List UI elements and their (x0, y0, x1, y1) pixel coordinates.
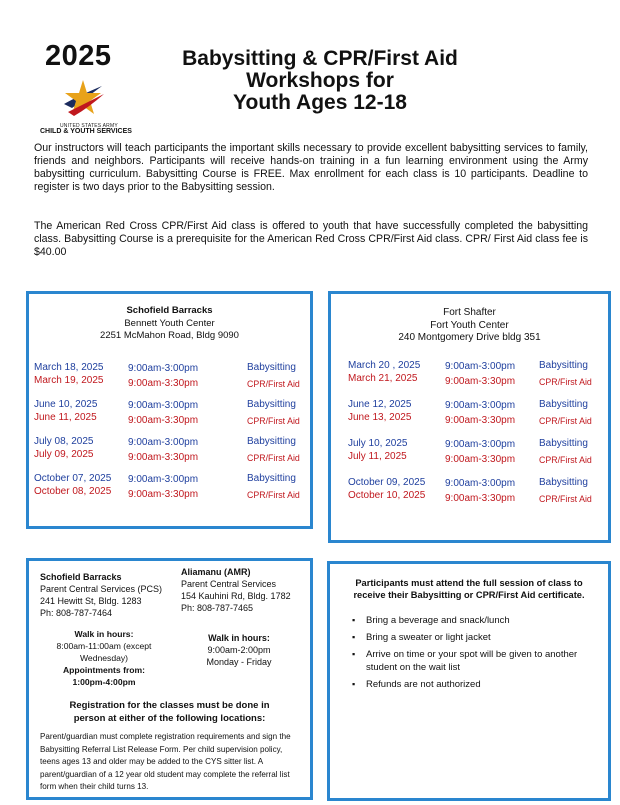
registration-line-2: person at either of the following locations: (73, 712, 266, 724)
amr-name: Aliamanu (AMR) (181, 567, 251, 577)
session-date-1: March 18, 2025 (34, 362, 104, 373)
pcs-appt-label: Appointments from: (62, 665, 146, 675)
session-date-1: July 08, 2025 (34, 436, 94, 447)
location-address: 240 Montgomery Drive bldg 351 (398, 332, 541, 343)
session-class-1: Babysitting (247, 399, 296, 410)
session-time-2: 9:00am-3:30pm (128, 452, 199, 463)
session-date-2: July 11, 2025 (348, 451, 407, 462)
title-line-3: Youth Ages 12-18 (233, 91, 407, 114)
amr-office: Parent Central Services (181, 579, 277, 589)
session-time-2: 9:00am-3:30pm (128, 415, 199, 426)
registration-box (26, 558, 313, 800)
session-time-2: 9:00am-3:30pm (445, 454, 516, 465)
amr-hours (184, 632, 294, 668)
session-time-1: 9:00am-3:00pm (445, 439, 516, 450)
session-date-2: March 19, 2025 (34, 375, 104, 386)
pcs-office: Parent Central Services (PCS) (40, 584, 163, 594)
session-class-1: Babysitting (539, 399, 588, 410)
session-date-1: March 20 , 2025 (348, 360, 421, 371)
session-time-1: 9:00am-3:00pm (445, 400, 516, 411)
amr-walkin-days: Monday - Friday (206, 657, 272, 667)
session-time-2: 9:00am-3:30pm (128, 378, 199, 389)
pcs-appt-hours: 1:00pm-4:00pm (72, 677, 136, 687)
session-time-2: 9:00am-3:30pm (445, 415, 516, 426)
location-address: 2251 McMahon Road, Bldg 9090 (100, 330, 239, 341)
session-date-2: June 11, 2025 (34, 412, 97, 423)
session-class-1: Babysitting (539, 438, 588, 449)
session-class-2: CPR/First Aid (539, 416, 592, 426)
session-time-2: 9:00am-3:30pm (128, 489, 199, 500)
registration-policy: Parent/guardian must complete registration requirements and sign the Babysitting Referral List Release Form. Per child supervision policy, teens ages 13 and older may be added to the CYS sitter list. A parent/guardian of a 12 year old student may complete the referral list form when their child turns 13. (40, 732, 291, 791)
session-time-1: 9:00am-3:00pm (445, 478, 516, 489)
list-item: ▪ Refunds are not authorized (352, 678, 592, 691)
shafter-schedule-box (328, 291, 611, 543)
amr-phone: Ph: 808-787-7465 (181, 603, 254, 613)
amr-walkin-hours: 9:00am-2:00pm (207, 645, 271, 655)
session-class-2: CPR/First Aid (539, 455, 592, 465)
session-date-1: October 07, 2025 (34, 473, 112, 484)
session-date-1: June 12, 2025 (348, 399, 412, 410)
year-heading: 2025 (45, 40, 112, 72)
pcs-hours (39, 628, 169, 688)
amr-walkin-label: Walk in hours: (208, 633, 270, 643)
location-center: Fort Youth Center (430, 319, 509, 331)
session-time-2: 9:00am-3:30pm (445, 376, 516, 387)
session-date-2: October 10, 2025 (348, 490, 426, 501)
session-time-1: 9:00am-3:00pm (128, 400, 199, 411)
requirements-heading-line-2: receive their Babysitting or CPR/First Aid certificate. (353, 589, 585, 600)
location-name: Schofield Barracks (126, 305, 213, 316)
session-date-2: March 21, 2025 (348, 373, 418, 384)
session-time-1: 9:00am-3:00pm (128, 363, 199, 374)
session-class-1: Babysitting (247, 362, 296, 373)
session-class-2: CPR/First Aid (247, 490, 300, 500)
list-item: ▪ Bring a sweater or light jacket (352, 631, 592, 644)
pcs-address: 241 Hewitt St, Bldg. 1283 (40, 596, 142, 606)
registration-line-1: Registration for the classes must be done in (69, 700, 270, 711)
intro-paragraph-2: The American Red Cross CPR/First Aid class is offered to youth that have successfully completed the babysitting class. Babysitting Course is a prerequisite for the American Red Cross CPR/First Aid class. CPR/ First Aid class fee is $40.00 (34, 220, 588, 258)
session-time-1: 9:00am-3:00pm (128, 437, 199, 448)
title-line-1: Babysitting & CPR/First Aid (182, 47, 458, 70)
location-center: Bennett Youth Center (124, 317, 215, 329)
title-line-2: Workshops for (246, 69, 394, 92)
star-swoosh-icon (58, 74, 108, 124)
pcs-walkin-label: Walk in hours: (74, 629, 134, 639)
requirements-heading-line-1: Participants must attend the full session of class to (355, 578, 583, 588)
requirements-list (352, 614, 592, 695)
logo-line-2: CHILD & YOUTH SERVICES (40, 128, 132, 135)
registration-note (29, 700, 310, 725)
session-time-1: 9:00am-3:00pm (445, 361, 516, 372)
amr-contact (181, 566, 316, 614)
session-date-2: June 13, 2025 (348, 412, 412, 423)
session-class-1: Babysitting (247, 436, 296, 447)
schofield-header (29, 305, 310, 343)
session-date-1: October 09, 2025 (348, 477, 426, 488)
amr-address: 154 Kauhini Rd, Bldg. 1782 (181, 591, 291, 601)
requirements-box (327, 561, 611, 801)
intro-paragraph-1: Our instructors will teach participants the important skills necessary to provide excellent babysitting services to family, friends and neighbors. Participants will receive hands-on training in a fun learning environment using the Army babysitting curriculum. Babysitting Course is FREE. Max enrollment for each class is 10 participants. Deadline to register is two days prior to the Babysitting session. (34, 142, 588, 193)
session-date-2: October 08, 2025 (34, 486, 112, 497)
list-item: ▪ Bring a beverage and snack/lunch (352, 614, 592, 627)
pcs-walkin-1: 8:00am-11:00am (except (56, 641, 152, 651)
shafter-header (331, 307, 608, 345)
session-class-2: CPR/First Aid (247, 379, 300, 389)
schofield-schedule-box (26, 291, 313, 529)
session-class-1: Babysitting (539, 360, 588, 371)
session-time-1: 9:00am-3:00pm (128, 474, 199, 485)
session-time-2: 9:00am-3:30pm (445, 493, 516, 504)
session-class-2: CPR/First Aid (539, 494, 592, 504)
logo-line-1: UNITED STATES ARMY (60, 123, 118, 129)
location-name: Fort Shafter (443, 307, 496, 318)
session-class-2: CPR/First Aid (247, 453, 300, 463)
session-date-1: June 10, 2025 (34, 399, 98, 410)
session-date-2: July 09, 2025 (34, 449, 94, 460)
session-class-1: Babysitting (247, 473, 296, 484)
pcs-name: Schofield Barracks (40, 572, 122, 582)
session-class-2: CPR/First Aid (247, 416, 300, 426)
list-item: ▪ Arrive on time or your spot will be given to another student on the wait list (352, 648, 592, 674)
session-class-2: CPR/First Aid (539, 377, 592, 387)
page-title (140, 48, 500, 114)
session-class-1: Babysitting (539, 477, 588, 488)
pcs-contact (40, 571, 180, 619)
session-date-1: July 10, 2025 (348, 438, 408, 449)
pcs-walkin-2: Wednesday) (79, 653, 129, 663)
requirements-heading (330, 578, 608, 601)
pcs-phone: Ph: 808-787-7464 (40, 608, 113, 618)
